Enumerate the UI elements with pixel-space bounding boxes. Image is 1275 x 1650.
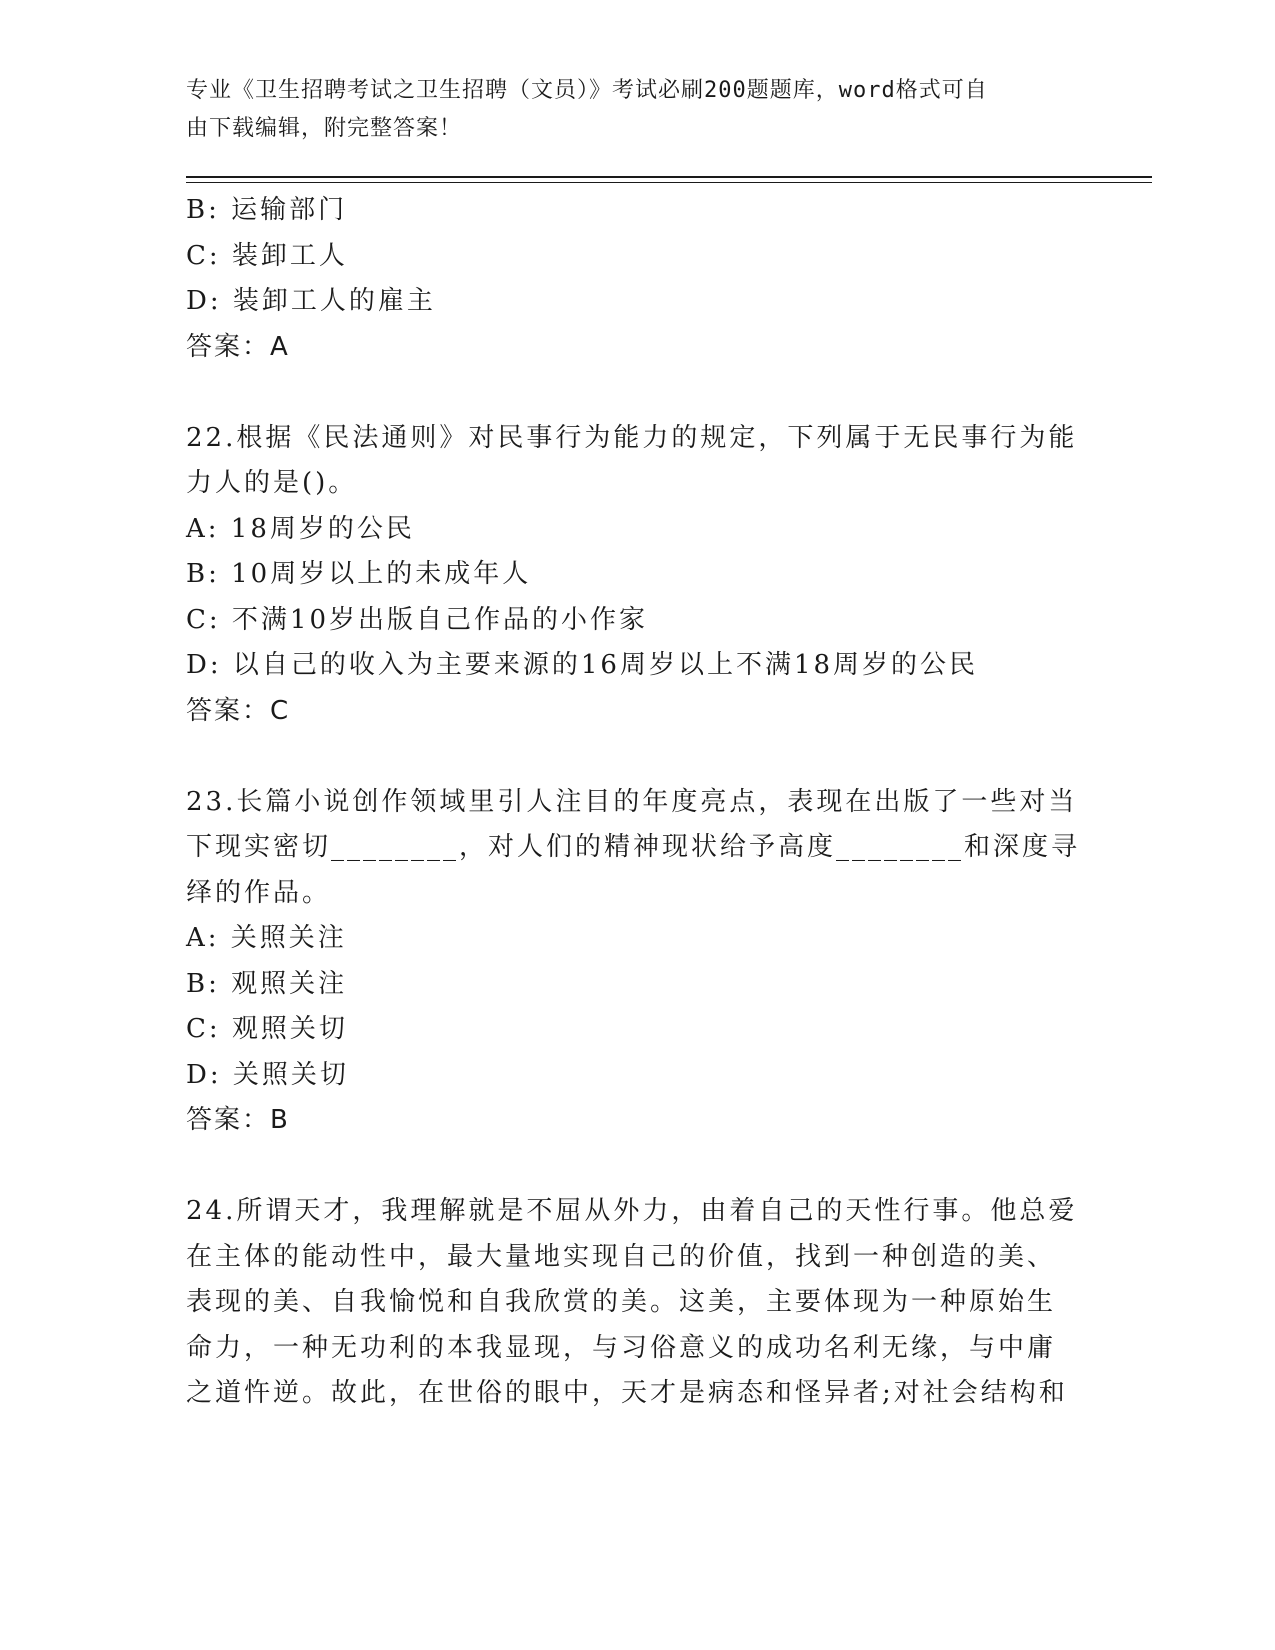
spacer [186, 370, 1086, 416]
option-c: C: 装卸工人 [186, 240, 348, 271]
option-b: B: 观照关注 [186, 968, 348, 999]
option-d: D: 关照关切 [186, 1059, 349, 1090]
option-b: B: 10周岁以上的未成年人 [186, 559, 532, 589]
header-title-line-1: 专业《卫生招聘考试之卫生招聘（文员）》考试必刷200题题库，word格式可自 [186, 78, 988, 103]
header-divider-thick [186, 176, 1152, 178]
header-title-line-2: 由下载编辑，附完整答案！ [186, 116, 463, 141]
question-23 [186, 780, 1086, 1144]
question-stem-line: 绎的作品。 [186, 877, 332, 908]
header-divider-thin [186, 182, 1152, 183]
question-21-continued [186, 188, 1086, 370]
option-a: A: 18周岁的公民 [186, 513, 415, 544]
question-22 [186, 416, 1086, 735]
question-stem-line: 24.所谓天才，我理解就是不屈从外力，由着自己的天性行事。他总爱 [186, 1196, 1078, 1226]
option-a: A: 关照关注 [186, 923, 347, 953]
question-24 [186, 1189, 1086, 1417]
question-stem-line: 22.根据《民法通则》对民事行为能力的规定，下列属于无民事行为能 [186, 422, 1078, 453]
question-stem-line: 23.长篇小说创作领域里引人注目的年度亮点，表现在出版了一些对当 [186, 786, 1078, 817]
page-header [186, 72, 1066, 148]
option-d: D: 装卸工人的雇主 [186, 286, 436, 316]
question-stem-line: 命力，一种无功利的本我显现，与习俗意义的成功名利无缘，与中庸 [186, 1332, 1057, 1363]
question-stem-line: 力人的是()。 [186, 468, 358, 498]
question-stem-line: 下现实密切________，对人们的精神现状给予高度________和深度寻 [186, 832, 1081, 862]
document-body [186, 188, 1086, 1417]
question-stem-line: 之道忤逆。故此，在世俗的眼中，天才是病态和怪异者;对社会结构和 [186, 1378, 1068, 1408]
spacer [186, 734, 1086, 780]
spacer [186, 1144, 1086, 1190]
option-c: C: 观照关切 [186, 1014, 348, 1044]
option-c: C: 不满10岁出版自己作品的小作家 [186, 604, 649, 635]
answer-line: 答案：C [186, 695, 291, 726]
question-stem-line: 表现的美、自我愉悦和自我欣赏的美。这美，主要体现为一种原始生 [186, 1287, 1057, 1317]
answer-line: 答案：A [186, 331, 290, 362]
question-stem-line: 在主体的能动性中，最大量地实现自己的价值，找到一种创造的美、 [186, 1241, 1057, 1272]
answer-line: 答案：B [186, 1105, 290, 1135]
option-d: D: 以自己的收入为主要来源的16周岁以上不满18周岁的公民 [186, 650, 979, 680]
option-b: B: 运输部门 [186, 195, 348, 225]
